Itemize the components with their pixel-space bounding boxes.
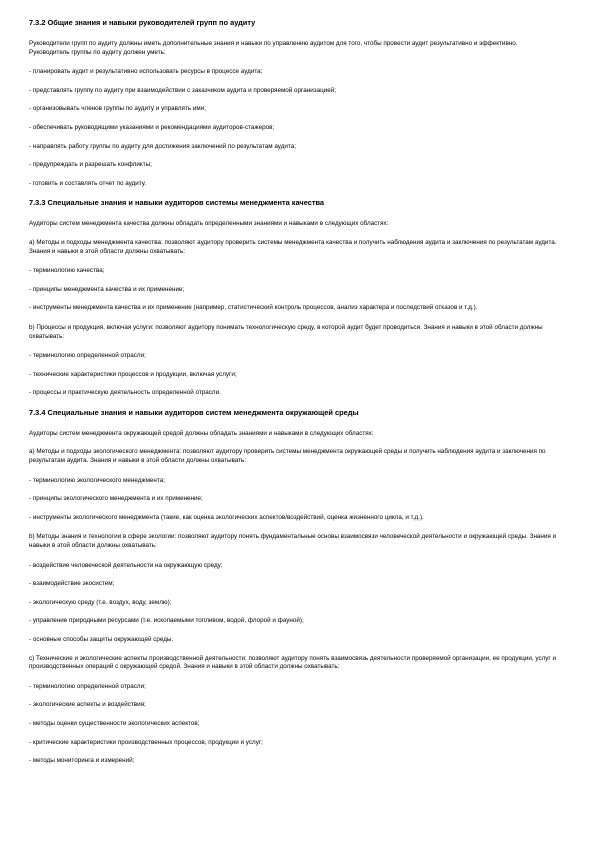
paragraph: - экологическую среду (т.е. воздух, воду, землю); xyxy=(29,598,172,606)
paragraph: b) Процессы и продукция, включая услуги: позволяют аудитору понимать технологическую среду, в которой аудит будет проводиться. Знания и навыки в этой области должны охватывать: xyxy=(29,323,543,340)
paragraph: а) Методы и подходы экологического менеджмента: позволяют аудитору проверить системы менеджмента окружающей среды и получить наблюдения аудита и заключения по результатам аудита. Знания и навыки в этой области должны охватывать: xyxy=(29,448,546,465)
paragraph: - методы мониторинга и измерений; xyxy=(29,757,135,765)
paragraph: - взаимодействие экосистем; xyxy=(29,580,115,588)
paragraph: - направлять работу группы по аудиту для достижения заключений по результатам аудита; xyxy=(29,142,296,150)
paragraph: - терминологию качества; xyxy=(29,267,105,275)
paragraph: - экологические аспекты и воздействия; xyxy=(29,701,146,709)
paragraph: с) Технические и экологические аспекты производственной деятельности: позволяют аудитору понять взаимосвязь деятельности проверяемой организации, ее продукции, услуг и производственных операций с окружающей средой. Знания и навыки в этой области должны охватывать: xyxy=(29,654,556,671)
paragraph: - критические характеристики производственных процессов, продукции и услуг; xyxy=(29,738,263,746)
paragraph: - терминологию определенной отрасли; xyxy=(29,352,146,360)
paragraph: b) Методы знания и технологии в сфере экологии: позволяют аудитору понять фундаментальные основы взаимосвязи человеческой деятельности и окружающей среды. Знания и навыки в этой области должны охватывать: xyxy=(29,533,557,550)
paragraph: - инструменты менеджмента качества и их применение (например, статистический контроль процессов, анализ характера и последствий отказов и т.д.). xyxy=(29,304,478,312)
paragraph: - воздействие человеческой деятельности на окружающую среду; xyxy=(29,561,223,569)
paragraph: а) Методы и подходы менеджмента качества: позволяют аудитору проверить системы менеджмента качества и получить наблюдения аудита и заключения по результатам аудита. Знания и навыки в этой области должны охватывать: xyxy=(29,238,557,255)
paragraph: - инструменты экологического менеджмента (такие, как оценка экологических аспектов/воздействий, оценка жизненного цикла, и т.д.). xyxy=(29,513,424,521)
paragraph: - методы оценки существенности экологических аспектов; xyxy=(29,719,200,727)
paragraph: - предупреждать и разрешать конфликты; xyxy=(29,161,152,169)
paragraph: - технические характеристики процессов и продукции, включая услуги; xyxy=(29,370,237,378)
paragraph: - готовить и составлять отчет по аудиту. xyxy=(29,179,147,187)
paragraph: - процессы и практическую деятельность определенной отрасли. xyxy=(29,389,221,397)
paragraph: - представлять группу по аудиту при взаимодействии с заказчиком аудита и проверяемой организацией; xyxy=(29,86,336,94)
paragraph: - организовывать членов группы по аудиту и управлять ими; xyxy=(29,105,206,113)
paragraph: Руководители групп по аудиту должны иметь дополнительные знания и навыки по управлению аудитом для того, чтобы провести аудит результативно и эффективно. Руководитель группы по аудиту должен уметь: xyxy=(29,40,518,56)
paragraph: - принципы экологического менеджмента и их применение; xyxy=(29,495,203,503)
paragraph: Аудиторы систем менеджмента окружающей средой должны обладать знаниями и навыками в следующих областях: xyxy=(29,429,374,437)
section-heading: 7.3.3 Специальные знания и навыки аудиторов системы менеджмента качества xyxy=(29,198,325,208)
paragraph: - терминологию экологического менеджмента; xyxy=(29,476,165,484)
paragraph: - обеспечивать руководящими указаниями и рекомендациями аудиторов-стажеров; xyxy=(29,123,275,131)
paragraph: - терминологию определенной отрасли; xyxy=(29,682,146,690)
paragraph: - планировать аудит и результативно использовать ресурсы в процессе аудита; xyxy=(29,68,263,76)
section-heading: 7.3.2 Общие знания и навыки руководителей групп по аудиту xyxy=(29,18,256,27)
paragraph: - принципы менеджмента качества и их применение; xyxy=(29,285,185,293)
paragraph: - основные способы защиты окружающей среды. xyxy=(29,636,174,643)
paragraph: - управление природными ресурсами (т.е. ископаемыми топливом, водой, флорой и фауной); xyxy=(29,617,304,625)
paragraph: Аудиторы систем менеджмента качества должны обладать определенными знаниями и навыками в следующих областях: xyxy=(29,220,389,228)
section-heading: 7.3.4 Специальные знания и навыки аудиторов систем менеджмента окружающей среды xyxy=(29,407,359,417)
